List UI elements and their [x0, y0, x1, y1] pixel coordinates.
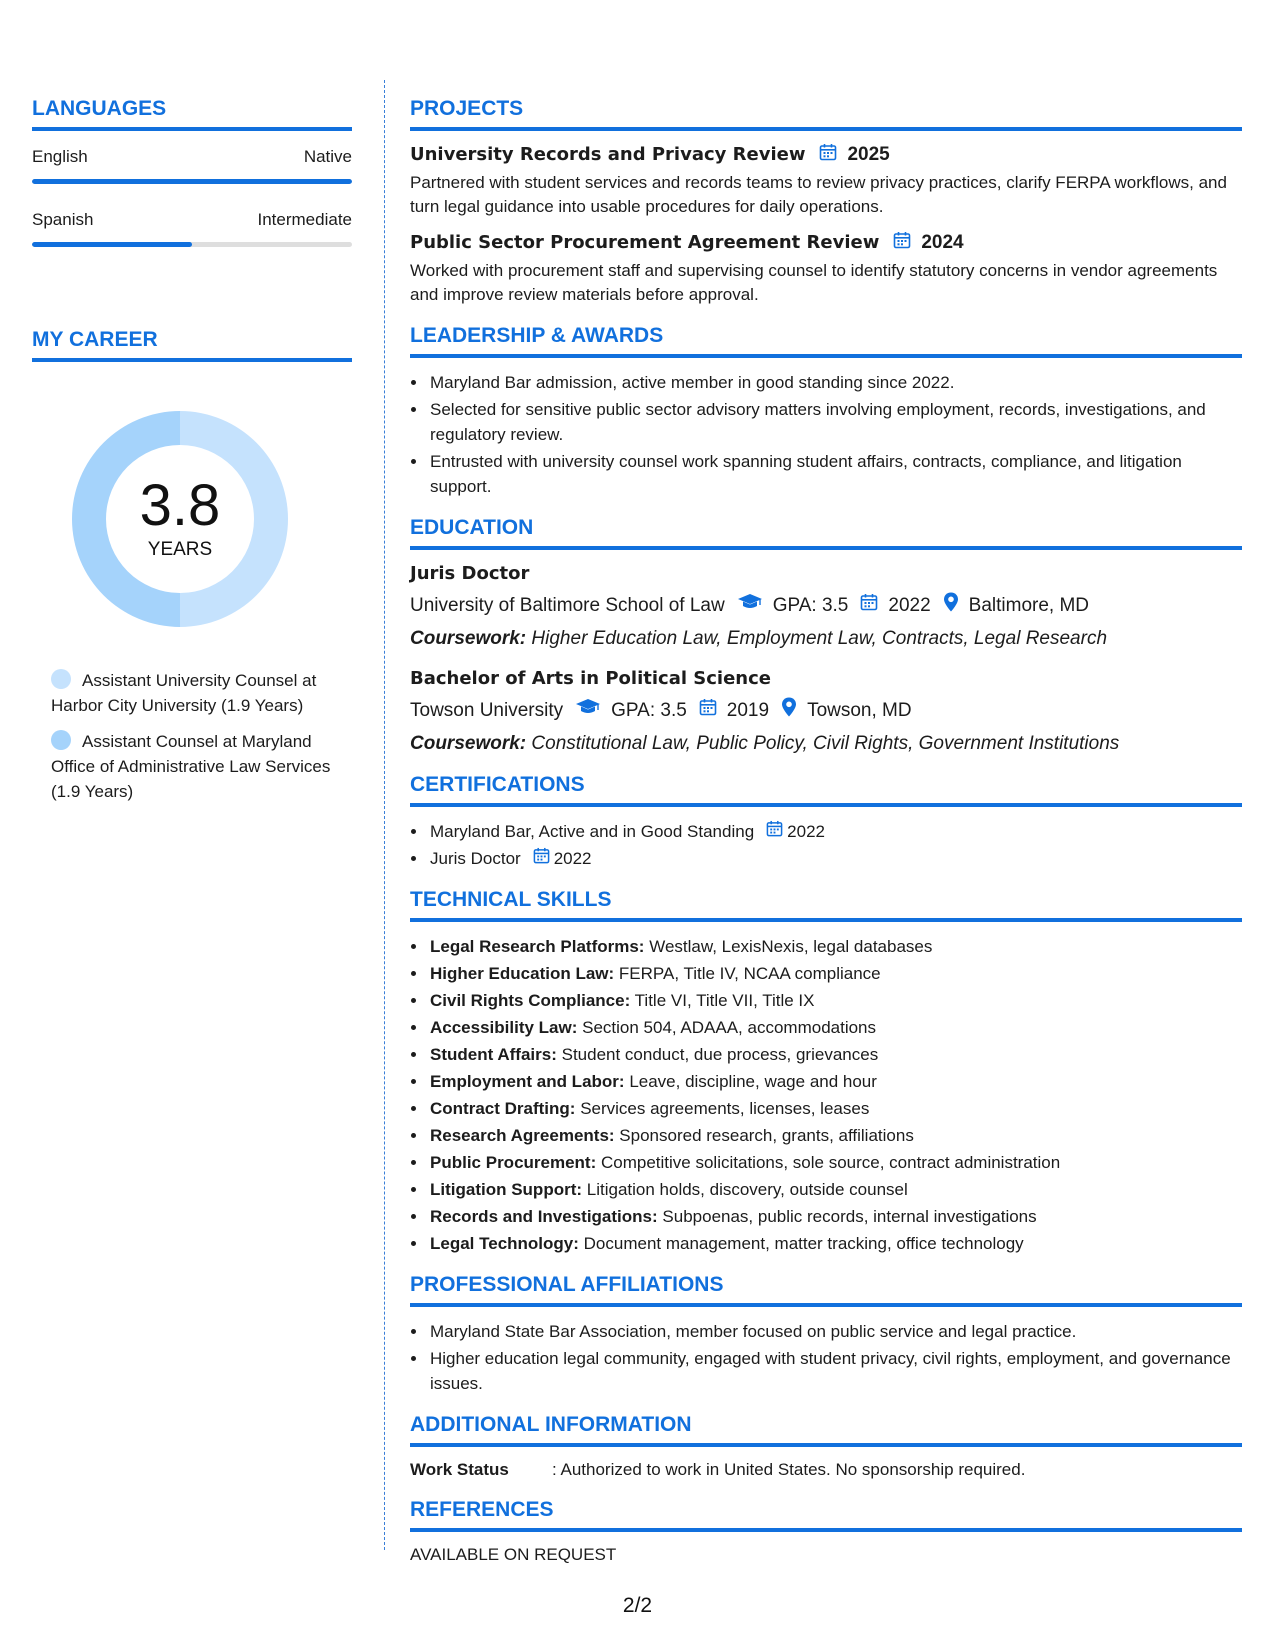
list-item: • Maryland State Bar Association, member focused on public service and legal practice. — [428, 1319, 1242, 1344]
graduation-cap-icon — [575, 698, 601, 723]
education-title: EDUCATION — [410, 515, 1242, 550]
skill-value: Litigation holds, discovery, outside counsel — [586, 1180, 908, 1199]
language-level: Intermediate — [257, 210, 352, 229]
degree-name: Bachelor of Arts in Political Science — [410, 668, 771, 689]
project-description: Partnered with student services and records teams to review privacy practices, clarify FERPA workflows, and turn legal guidance into usable procedures for daily operations. — [410, 173, 1227, 216]
school-location: Towson, MD — [807, 699, 912, 721]
skills-title: TECHNICAL SKILLS — [410, 887, 1242, 922]
project-year: 2024 — [921, 232, 964, 253]
language-item — [32, 210, 352, 247]
skill-value: Competitive solicitations, sole source, contract administration — [601, 1153, 1061, 1172]
language-proficiency-fill — [32, 179, 352, 184]
affiliations-section — [410, 1272, 1242, 1396]
skill-item — [428, 1231, 1242, 1256]
career-total-unit: YEARS — [147, 539, 213, 560]
projects-title: PROJECTS — [410, 96, 1242, 131]
skill-value: Leave, discipline, wage and hour — [629, 1072, 877, 1091]
skill-label: Litigation Support: — [430, 1180, 583, 1199]
work-status-label: Work Status — [410, 1460, 509, 1479]
skill-label: Student Affairs: — [430, 1045, 557, 1064]
map-pin-icon — [781, 697, 797, 724]
calendar-icon — [860, 593, 878, 618]
skill-value: Title VI, Title VII, Title IX — [634, 991, 815, 1010]
skill-item — [428, 961, 1242, 986]
coursework-list: Constitutional Law, Public Policy, Civil Rights, Government Institutions — [531, 733, 1120, 754]
legend-dot — [51, 730, 71, 750]
references-title: REFERENCES — [410, 1497, 1242, 1532]
calendar-icon — [766, 819, 783, 844]
column-divider — [384, 80, 385, 1550]
additional-section — [410, 1412, 1242, 1481]
project-description: Worked with procurement staff and supervising counsel to identify statutory concerns in vendor agreements and improve review materials before approval. — [410, 261, 1218, 304]
coursework — [410, 627, 1242, 651]
projects-section — [410, 96, 1242, 307]
leadership-title: LEADERSHIP & AWARDS — [410, 323, 1242, 358]
coursework-list: Higher Education Law, Employment Law, Contracts, Legal Research — [531, 628, 1108, 649]
career-title: MY CAREER — [32, 327, 352, 362]
skill-value: Services agreements, licenses, leases — [580, 1099, 870, 1118]
leadership-section — [410, 323, 1242, 499]
list-item — [428, 819, 1242, 844]
skill-label: Public Procurement: — [430, 1153, 597, 1172]
certification-year: 2022 — [787, 822, 825, 841]
skill-label: Legal Research Platforms: — [430, 937, 645, 956]
career-entry-label: Assistant University Counsel at Harbor City University (1.9 Years) — [51, 671, 317, 715]
education-item — [410, 667, 1242, 756]
career-legend-item — [51, 729, 341, 804]
skill-item — [428, 1177, 1242, 1202]
skill-label: Employment and Labor: — [430, 1072, 625, 1091]
work-status-value: : Authorized to work in United States. No sponsorship required. — [552, 1460, 1026, 1479]
map-pin-icon — [943, 592, 959, 619]
list-item: • Higher education legal community, engaged with student privacy, civil rights, employment, and governance issues. — [428, 1346, 1242, 1396]
skill-item — [428, 988, 1242, 1013]
gpa: GPA: 3.5 — [772, 594, 849, 616]
coursework-label: Coursework: — [410, 628, 527, 649]
education-item — [410, 562, 1242, 651]
calendar-icon — [533, 846, 550, 871]
list-item — [428, 846, 1242, 871]
skill-item — [428, 1042, 1242, 1067]
project-item — [410, 231, 1242, 307]
skill-value: FERPA, Title IV, NCAA compliance — [618, 964, 881, 983]
school-name: University of Baltimore School of Law — [410, 594, 725, 616]
school-name: Towson University — [410, 699, 564, 721]
skill-item — [428, 934, 1242, 959]
graduation-year: 2022 — [888, 594, 931, 616]
skill-value: Section 504, ADAAA, accommodations — [582, 1018, 877, 1037]
list-item: • Selected for sensitive public sector advisory matters involving employment, records, investigations, and regulatory review. — [428, 397, 1242, 447]
career-entry-label: Assistant Counsel at Maryland Office of Administrative Law Services (1.9 Years) — [51, 732, 331, 801]
project-item — [410, 143, 1242, 219]
skill-label: Contract Drafting: — [430, 1099, 576, 1118]
skill-value: Student conduct, due process, grievances — [561, 1045, 879, 1064]
skill-item — [428, 1015, 1242, 1040]
language-name: Spanish — [32, 210, 94, 229]
legend-dot — [51, 669, 71, 689]
language-item — [32, 147, 352, 184]
skill-item — [428, 1204, 1242, 1229]
calendar-icon — [699, 698, 717, 723]
career-donut-chart — [67, 406, 293, 632]
project-name: University Records and Privacy Review — [410, 144, 806, 165]
project-year: 2025 — [847, 144, 890, 165]
certifications-section — [410, 772, 1242, 871]
skill-label: Legal Technology: — [430, 1234, 579, 1253]
skill-label: Accessibility Law: — [430, 1018, 578, 1037]
gpa: GPA: 3.5 — [611, 699, 687, 721]
career-total-value: 3.8 — [139, 473, 221, 538]
coursework — [410, 732, 1242, 756]
calendar-icon — [893, 231, 911, 255]
graduation-cap-icon — [737, 593, 763, 618]
project-name: Public Sector Procurement Agreement Review — [410, 232, 880, 253]
school-location: Baltimore, MD — [968, 594, 1090, 616]
language-proficiency-bar — [32, 179, 352, 184]
education-section — [410, 515, 1242, 756]
calendar-icon — [819, 143, 837, 167]
skill-label: Higher Education Law: — [430, 964, 615, 983]
language-level: Native — [303, 147, 352, 166]
graduation-year: 2019 — [726, 699, 770, 721]
list-item: • Entrusted with university counsel work spanning student affairs, contracts, compliance, and litigation support. — [428, 449, 1242, 499]
skill-value: Sponsored research, grants, affiliations — [619, 1126, 914, 1145]
skill-value: Westlaw, LexisNexis, legal databases — [649, 937, 933, 956]
language-proficiency-bar — [32, 242, 352, 247]
skill-value: Subpoenas, public records, internal investigations — [662, 1207, 1037, 1226]
left-column — [32, 96, 352, 815]
page-number: 2/2 — [622, 1594, 653, 1617]
languages-title: LANGUAGES — [32, 96, 352, 131]
references-text: AVAILABLE ON REQUEST — [410, 1545, 617, 1564]
skill-label: Civil Rights Compliance: — [430, 991, 631, 1010]
skill-label: Records and Investigations: — [430, 1207, 658, 1226]
affiliations-title: PROFESSIONAL AFFILIATIONS — [410, 1272, 1242, 1307]
skill-item — [428, 1069, 1242, 1094]
language-proficiency-fill — [32, 242, 192, 247]
degree-name: Juris Doctor — [410, 563, 530, 584]
certification-name: • Juris Doctor — [430, 849, 521, 868]
certifications-title: CERTIFICATIONS — [410, 772, 1242, 807]
right-column — [410, 96, 1242, 1582]
additional-title: ADDITIONAL INFORMATION — [410, 1412, 1242, 1447]
skill-item — [428, 1096, 1242, 1121]
skill-item — [428, 1123, 1242, 1148]
career-legend — [51, 668, 341, 804]
skill-item — [428, 1150, 1242, 1175]
certification-year: 2022 — [553, 849, 592, 868]
coursework-label: Coursework: — [410, 733, 527, 754]
skill-label: Research Agreements: — [430, 1126, 615, 1145]
career-legend-item — [51, 668, 341, 718]
skill-value: Document management, matter tracking, office technology — [583, 1234, 1024, 1253]
language-name: English — [32, 147, 88, 166]
skills-section — [410, 887, 1242, 1256]
list-item: • Maryland Bar admission, active member in good standing since 2022. — [428, 370, 1242, 395]
references-section — [410, 1497, 1242, 1566]
certification-name: • Maryland Bar, Active and in Good Standing — [430, 822, 755, 841]
